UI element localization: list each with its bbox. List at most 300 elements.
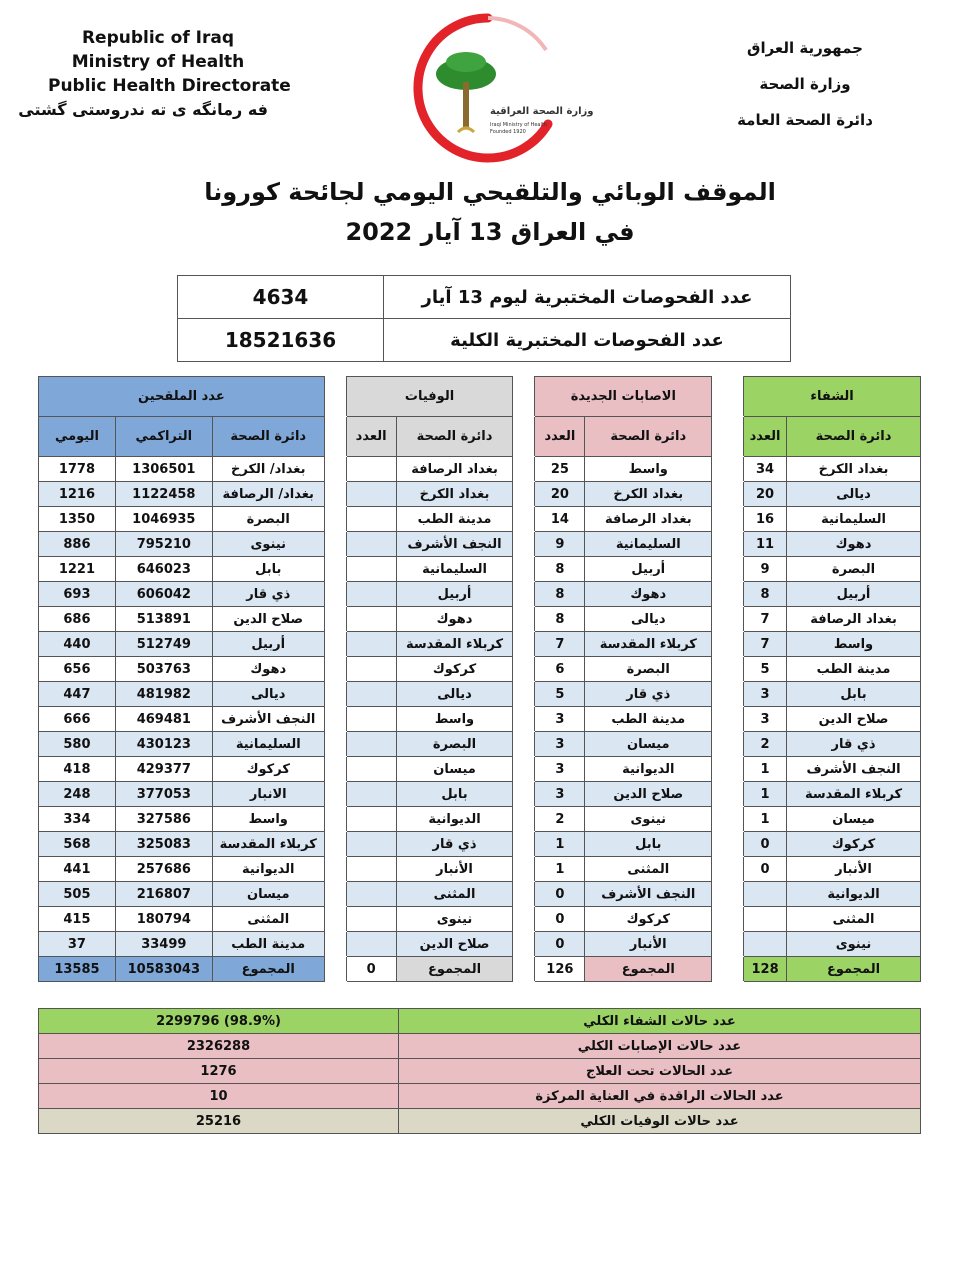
header-ministry: Ministry of Health	[71, 52, 245, 72]
death-count-cell	[346, 857, 396, 882]
gap	[712, 932, 744, 957]
death-directorate-cell: المثنى	[396, 882, 513, 907]
gap	[712, 457, 744, 482]
gap	[324, 957, 346, 982]
total-recovery: 128	[744, 957, 787, 982]
ministry-logo	[398, 12, 594, 160]
table-row	[39, 707, 921, 732]
gap	[324, 832, 346, 857]
gap	[324, 807, 346, 832]
table-row	[39, 757, 921, 782]
vac-cumulative-cell: 180794	[115, 907, 212, 932]
vac-directorate-cell: ديالى	[212, 682, 324, 707]
rec-count-cell: 34	[744, 457, 787, 482]
vac-directorate-cell: النجف الأشرف	[212, 707, 324, 732]
header-ar-country: جمهورية العراق	[747, 39, 863, 57]
logo-arabic-text: وزارة الصحة العراقية	[490, 106, 594, 117]
death-count-cell	[346, 807, 396, 832]
summary-row	[39, 1034, 921, 1059]
gap	[513, 557, 535, 582]
vac-daily-cell: 441	[39, 857, 116, 882]
gap	[513, 782, 535, 807]
rec-directorate-cell: ميسان	[787, 807, 921, 832]
gap	[712, 707, 744, 732]
table-row	[39, 782, 921, 807]
section-recovery: الشفاء	[744, 377, 921, 417]
gap	[712, 482, 744, 507]
gap	[712, 807, 744, 832]
lab-tests-row-total	[178, 319, 791, 362]
death-count-cell	[346, 632, 396, 657]
header-english	[18, 26, 291, 122]
vac-directorate-cell: المثنى	[212, 907, 324, 932]
summary-label: عدد الحالات الراقدة في العناية المركزة	[399, 1084, 921, 1109]
col-rec-count: العدد	[744, 417, 787, 457]
case-directorate-cell: البصرة	[585, 657, 712, 682]
rec-directorate-cell: بغداد الرصافة	[787, 607, 921, 632]
gap	[513, 707, 535, 732]
table-row	[39, 932, 921, 957]
total-recovery-label: المجموع	[787, 957, 921, 982]
total-vac-daily: 13585	[39, 957, 116, 982]
case-count-cell: 20	[535, 482, 585, 507]
vac-daily-cell: 440	[39, 632, 116, 657]
table-row	[39, 557, 921, 582]
case-directorate-cell: النجف الأشرف	[585, 882, 712, 907]
table-row	[39, 657, 921, 682]
case-directorate-cell: السليمانية	[585, 532, 712, 557]
gap	[324, 857, 346, 882]
vac-directorate-cell: نينوى	[212, 532, 324, 557]
rec-directorate-cell: أربيل	[787, 582, 921, 607]
vac-daily-cell: 1778	[39, 457, 116, 482]
rec-directorate-cell: واسط	[787, 632, 921, 657]
gap	[712, 907, 744, 932]
rec-count-cell: 3	[744, 682, 787, 707]
vac-daily-cell: 334	[39, 807, 116, 832]
case-directorate-cell: الأنبار	[585, 932, 712, 957]
death-directorate-cell: بغداد الرصافة	[396, 457, 513, 482]
gap	[513, 582, 535, 607]
gap	[712, 957, 744, 982]
case-count-cell: 8	[535, 607, 585, 632]
summary-value: 2326288	[39, 1034, 399, 1059]
gap	[712, 507, 744, 532]
col-case-directorate: دائرة الصحة	[585, 417, 712, 457]
rec-count-cell	[744, 882, 787, 907]
gap	[324, 657, 346, 682]
summary-value: 1276	[39, 1059, 399, 1084]
gap	[324, 632, 346, 657]
rec-directorate-cell: دهوك	[787, 532, 921, 557]
death-count-cell	[346, 782, 396, 807]
gap	[513, 932, 535, 957]
death-count-cell	[346, 557, 396, 582]
vac-daily-cell: 505	[39, 882, 116, 907]
case-directorate-cell: صلاح الدين	[585, 782, 712, 807]
header-ar-directorate: دائرة الصحة العامة	[737, 111, 873, 129]
gap	[513, 607, 535, 632]
vac-directorate-cell: السليمانية	[212, 732, 324, 757]
vac-directorate-cell: صلاح الدين	[212, 607, 324, 632]
summary-row	[39, 1109, 921, 1134]
gap	[324, 732, 346, 757]
summary-row	[39, 1009, 921, 1034]
case-directorate-cell: نينوى	[585, 807, 712, 832]
vac-daily-cell: 1216	[39, 482, 116, 507]
vac-cumulative-cell: 606042	[115, 582, 212, 607]
rec-count-cell: 1	[744, 757, 787, 782]
rec-directorate-cell: صلاح الدين	[787, 707, 921, 732]
table-row	[39, 857, 921, 882]
rec-count-cell: 0	[744, 832, 787, 857]
vac-daily-cell: 415	[39, 907, 116, 932]
gap	[513, 907, 535, 932]
case-directorate-cell: كربلاء المقدسة	[585, 632, 712, 657]
vac-daily-cell: 447	[39, 682, 116, 707]
case-count-cell: 1	[535, 832, 585, 857]
col-vac-directorate: دائرة الصحة	[212, 417, 324, 457]
case-directorate-cell: بابل	[585, 832, 712, 857]
section-header-row	[39, 377, 921, 417]
table-row	[39, 582, 921, 607]
death-directorate-cell: النجف الأشرف	[396, 532, 513, 557]
death-directorate-cell: الأنبار	[396, 857, 513, 882]
col-rec-directorate: دائرة الصحة	[787, 417, 921, 457]
rec-count-cell: 7	[744, 607, 787, 632]
case-count-cell: 0	[535, 932, 585, 957]
case-count-cell: 3	[535, 707, 585, 732]
gap	[324, 557, 346, 582]
vac-cumulative-cell: 512749	[115, 632, 212, 657]
vac-cumulative-cell: 646023	[115, 557, 212, 582]
summary-label: عدد الحالات تحت العلاج	[399, 1059, 921, 1084]
case-count-cell: 0	[535, 882, 585, 907]
case-directorate-cell: أربيل	[585, 557, 712, 582]
total-vac-label: المجموع	[212, 957, 324, 982]
case-directorate-cell: الديوانية	[585, 757, 712, 782]
header-arabic	[720, 30, 890, 138]
death-count-cell	[346, 907, 396, 932]
rec-directorate-cell: كربلاء المقدسة	[787, 782, 921, 807]
case-count-cell: 0	[535, 907, 585, 932]
header-country: Republic of Iraq	[81, 28, 235, 48]
gap	[513, 377, 535, 417]
case-directorate-cell: ميسان	[585, 732, 712, 757]
gap	[324, 682, 346, 707]
vac-cumulative-cell: 216807	[115, 882, 212, 907]
col-death-count: العدد	[346, 417, 396, 457]
death-directorate-cell: ذي قار	[396, 832, 513, 857]
page-title	[150, 172, 830, 252]
col-death-directorate: دائرة الصحة	[396, 417, 513, 457]
summary-label: عدد حالات الشفاء الكلي	[399, 1009, 921, 1034]
vac-daily-cell: 1350	[39, 507, 116, 532]
gap	[324, 377, 346, 417]
header-directorate: Public Health Directorate	[48, 76, 291, 96]
gap	[324, 782, 346, 807]
case-directorate-cell: كركوك	[585, 907, 712, 932]
gap	[513, 857, 535, 882]
gap	[324, 582, 346, 607]
vac-daily-cell: 656	[39, 657, 116, 682]
death-count-cell	[346, 482, 396, 507]
vac-cumulative-cell: 1306501	[115, 457, 212, 482]
gap	[712, 657, 744, 682]
rec-directorate-cell: الديوانية	[787, 882, 921, 907]
gap	[324, 932, 346, 957]
gap	[513, 957, 535, 982]
vac-daily-cell: 37	[39, 932, 116, 957]
vac-directorate-cell: كركوك	[212, 757, 324, 782]
total-deaths-label: المجموع	[396, 957, 513, 982]
death-directorate-cell: صلاح الدين	[396, 932, 513, 957]
gap	[513, 532, 535, 557]
rec-directorate-cell: الأنبار	[787, 857, 921, 882]
death-directorate-cell: دهوك	[396, 607, 513, 632]
death-directorate-cell: البصرة	[396, 732, 513, 757]
total-cases-label: المجموع	[585, 957, 712, 982]
rec-directorate-cell: بغداد الكرخ	[787, 457, 921, 482]
rec-directorate-cell: البصرة	[787, 557, 921, 582]
gap	[324, 482, 346, 507]
rec-directorate-cell: مدينة الطب	[787, 657, 921, 682]
death-count-cell	[346, 707, 396, 732]
gap	[324, 532, 346, 557]
gap	[513, 507, 535, 532]
vac-daily-cell: 686	[39, 607, 116, 632]
death-directorate-cell: السليمانية	[396, 557, 513, 582]
death-directorate-cell: واسط	[396, 707, 513, 732]
gap	[324, 707, 346, 732]
rec-directorate-cell: المثنى	[787, 907, 921, 932]
gap	[513, 482, 535, 507]
vac-directorate-cell: البصرة	[212, 507, 324, 532]
summary-row	[39, 1059, 921, 1084]
rec-count-cell: 11	[744, 532, 787, 557]
gap	[513, 417, 535, 457]
table-row	[39, 457, 921, 482]
table-row	[39, 882, 921, 907]
summary-row	[39, 1084, 921, 1109]
col-case-count: العدد	[535, 417, 585, 457]
gap	[712, 532, 744, 557]
rec-count-cell: 5	[744, 657, 787, 682]
table-row	[39, 832, 921, 857]
gap	[324, 417, 346, 457]
gap	[513, 882, 535, 907]
vac-daily-cell: 666	[39, 707, 116, 732]
vac-directorate-cell: دهوك	[212, 657, 324, 682]
gap	[712, 757, 744, 782]
gap	[712, 857, 744, 882]
section-vaccinated: عدد الملقحين	[39, 377, 325, 417]
gap	[712, 782, 744, 807]
gap	[513, 657, 535, 682]
vac-cumulative-cell: 327586	[115, 807, 212, 832]
case-count-cell: 1	[535, 857, 585, 882]
table-row	[39, 682, 921, 707]
gap	[712, 582, 744, 607]
vac-cumulative-cell: 795210	[115, 532, 212, 557]
death-count-cell	[346, 457, 396, 482]
lab-tests-row-daily	[178, 276, 791, 319]
vac-directorate-cell: كربلاء المقدسة	[212, 832, 324, 857]
summary-value: 2299796 (98.9%)	[39, 1009, 399, 1034]
death-count-cell	[346, 682, 396, 707]
death-directorate-cell: ديالى	[396, 682, 513, 707]
gap	[324, 757, 346, 782]
vac-cumulative-cell: 1046935	[115, 507, 212, 532]
rec-count-cell	[744, 907, 787, 932]
death-count-cell	[346, 757, 396, 782]
header-kurdish: فه رمانگه ی ته ندروستی گشتی	[18, 100, 268, 119]
vac-directorate-cell: بغداد/ الكرخ	[212, 457, 324, 482]
rec-count-cell: 2	[744, 732, 787, 757]
vac-daily-cell: 693	[39, 582, 116, 607]
lab-tests-table	[177, 275, 791, 362]
lab-daily-label: عدد الفحوصات المختبرية ليوم 13 آيار	[384, 276, 791, 319]
case-count-cell: 8	[535, 582, 585, 607]
case-count-cell: 7	[535, 632, 585, 657]
case-directorate-cell: ديالى	[585, 607, 712, 632]
case-count-cell: 25	[535, 457, 585, 482]
case-directorate-cell: بغداد الكرخ	[585, 482, 712, 507]
death-count-cell	[346, 932, 396, 957]
death-directorate-cell: بغداد الكرخ	[396, 482, 513, 507]
gap	[324, 882, 346, 907]
case-count-cell: 3	[535, 732, 585, 757]
case-count-cell: 6	[535, 657, 585, 682]
death-directorate-cell: كربلاء المقدسة	[396, 632, 513, 657]
rec-count-cell: 1	[744, 782, 787, 807]
summary-label: عدد حالات الوفيات الكلي	[399, 1109, 921, 1134]
vac-directorate-cell: ذي قار	[212, 582, 324, 607]
vac-daily-cell: 568	[39, 832, 116, 857]
gap	[324, 907, 346, 932]
rec-count-cell: 7	[744, 632, 787, 657]
vac-directorate-cell: واسط	[212, 807, 324, 832]
death-count-cell	[346, 732, 396, 757]
table-row	[39, 607, 921, 632]
rec-count-cell: 0	[744, 857, 787, 882]
vac-directorate-cell: الديوانية	[212, 857, 324, 882]
rec-count-cell: 8	[744, 582, 787, 607]
vac-cumulative-cell: 33499	[115, 932, 212, 957]
case-count-cell: 8	[535, 557, 585, 582]
rec-count-cell	[744, 932, 787, 957]
vac-cumulative-cell: 469481	[115, 707, 212, 732]
summary-value: 10	[39, 1084, 399, 1109]
vac-cumulative-cell: 430123	[115, 732, 212, 757]
death-directorate-cell: الديوانية	[396, 807, 513, 832]
rec-count-cell: 1	[744, 807, 787, 832]
lab-total-value: 18521636	[178, 319, 384, 362]
case-directorate-cell: دهوك	[585, 582, 712, 607]
gap	[712, 732, 744, 757]
title-line-2: في العراق 13 آيار 2022	[345, 218, 635, 246]
table-row	[39, 482, 921, 507]
total-vac-cumulative: 10583043	[115, 957, 212, 982]
rec-directorate-cell: ديالى	[787, 482, 921, 507]
case-directorate-cell: واسط	[585, 457, 712, 482]
case-directorate-cell: المثنى	[585, 857, 712, 882]
case-count-cell: 2	[535, 807, 585, 832]
table-row	[39, 507, 921, 532]
death-directorate-cell: بابل	[396, 782, 513, 807]
gap	[513, 757, 535, 782]
table-row	[39, 532, 921, 557]
vac-cumulative-cell: 513891	[115, 607, 212, 632]
totals-row	[39, 957, 921, 982]
gap	[712, 832, 744, 857]
gap	[513, 807, 535, 832]
summary-value: 25216	[39, 1109, 399, 1134]
case-count-cell: 9	[535, 532, 585, 557]
vac-cumulative-cell: 481982	[115, 682, 212, 707]
case-directorate-cell: بغداد الرصافة	[585, 507, 712, 532]
section-new-cases: الاصابات الجديدة	[535, 377, 712, 417]
gap	[324, 607, 346, 632]
header-ar-ministry: وزارة الصحة	[759, 75, 851, 93]
rec-directorate-cell: ذي قار	[787, 732, 921, 757]
rec-count-cell: 9	[744, 557, 787, 582]
death-directorate-cell: ميسان	[396, 757, 513, 782]
rec-count-cell: 3	[744, 707, 787, 732]
vac-daily-cell: 248	[39, 782, 116, 807]
death-count-cell	[346, 657, 396, 682]
table-row	[39, 732, 921, 757]
case-count-cell: 5	[535, 682, 585, 707]
daily-status-table	[38, 376, 921, 982]
gap	[712, 417, 744, 457]
summary-table	[38, 1008, 921, 1134]
vac-cumulative-cell: 503763	[115, 657, 212, 682]
gap	[712, 377, 744, 417]
rec-count-cell: 16	[744, 507, 787, 532]
vac-daily-cell: 580	[39, 732, 116, 757]
death-directorate-cell: أربيل	[396, 582, 513, 607]
death-directorate-cell: كركوك	[396, 657, 513, 682]
vac-directorate-cell: بابل	[212, 557, 324, 582]
lab-total-label: عدد الفحوصات المختبرية الكلية	[384, 319, 791, 362]
gap	[513, 682, 535, 707]
gap	[712, 557, 744, 582]
case-count-cell: 3	[535, 757, 585, 782]
rec-directorate-cell: السليمانية	[787, 507, 921, 532]
gap	[324, 507, 346, 532]
summary-label: عدد حالات الإصابات الكلي	[399, 1034, 921, 1059]
gap	[513, 732, 535, 757]
gap	[513, 632, 535, 657]
rec-directorate-cell: النجف الأشرف	[787, 757, 921, 782]
gap	[513, 832, 535, 857]
death-count-cell	[346, 607, 396, 632]
vac-cumulative-cell: 257686	[115, 857, 212, 882]
case-directorate-cell: ذي قار	[585, 682, 712, 707]
case-count-cell: 14	[535, 507, 585, 532]
vac-cumulative-cell: 325083	[115, 832, 212, 857]
table-row	[39, 907, 921, 932]
vac-directorate-cell: ميسان	[212, 882, 324, 907]
death-count-cell	[346, 882, 396, 907]
case-count-cell: 3	[535, 782, 585, 807]
death-directorate-cell: مدينة الطب	[396, 507, 513, 532]
col-vac-daily: اليومي	[39, 417, 116, 457]
col-vac-cumulative: التراكمي	[115, 417, 212, 457]
gap	[712, 632, 744, 657]
vac-cumulative-cell: 1122458	[115, 482, 212, 507]
